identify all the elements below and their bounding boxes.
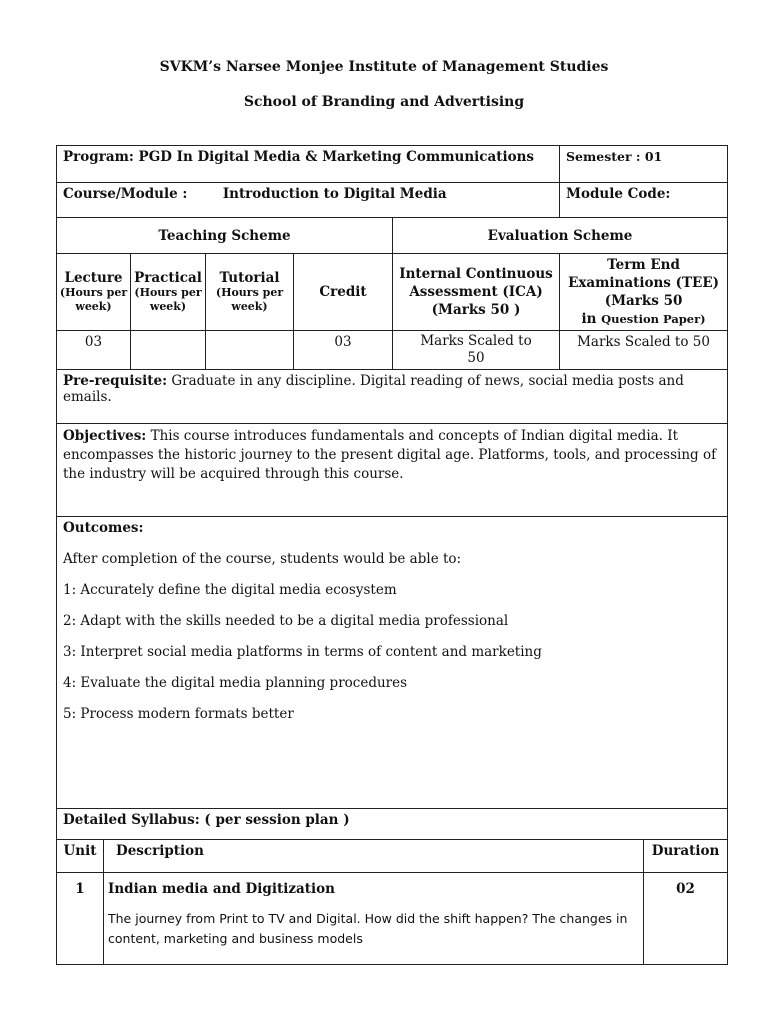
description-header: Description (104, 840, 644, 873)
tee-header: Term End Examinations (TEE) (Marks 50 in Question Paper) (560, 254, 728, 331)
unit-title: Indian media and Digitization (108, 881, 335, 897)
prerequisite-text: Graduate in any discipline. Digital reading of news, social media posts and emails. (63, 373, 684, 405)
school-title: School of Branding and Advertising (243, 94, 525, 110)
practical-header: Practical (Hours per week) (131, 254, 206, 331)
unit-description (104, 873, 644, 965)
course-table (56, 145, 728, 965)
objectives-text: This course introduces fundamentals and concepts of Indian digital media. It encompasses the historic journey to the present digital age. Platforms, tools, and processing of the industry will be acquired through this course. (63, 428, 717, 482)
teaching-scheme-header: Teaching Scheme (57, 218, 393, 254)
outcomes-label: Outcomes: (63, 520, 144, 536)
outcome-item: 1: Accurately define the digital media ecosystem (63, 582, 397, 598)
outcome-item: 4: Evaluate the digital media planning procedures (63, 675, 408, 691)
tutorial-value (206, 331, 294, 370)
objectives-cell (57, 424, 728, 517)
institute-title: SVKM’s Narsee Monjee Institute of Management Studies (159, 59, 609, 75)
prerequisite-label: Pre-requisite: (63, 373, 168, 389)
syllabus-label: Detailed Syllabus: ( per session plan ) (57, 809, 728, 840)
outcome-item: 5: Process modern formats better (63, 706, 294, 722)
table-row (57, 873, 728, 965)
course-cell (57, 183, 560, 218)
program-cell (57, 146, 560, 183)
ica-value: Marks Scaled to 50 (393, 331, 560, 370)
program-value: PGD In Digital Media & Marketing Communications (138, 149, 535, 165)
objectives-label: Objectives: (63, 428, 147, 444)
course-value: Introduction to Digital Media (222, 186, 447, 202)
duration-header: Duration (644, 840, 728, 873)
outcomes-intro: After completion of the course, students would be able to: (63, 551, 462, 567)
credit-value: 03 (294, 331, 393, 370)
course-label: Course/Module : (63, 186, 188, 202)
tee-value: Marks Scaled to 50 (560, 331, 728, 370)
semester-cell: Semester : 01 (560, 146, 728, 183)
unit-text: The journey from Print to TV and Digital. How did the shift happen? The changes in content, marketing and business models (108, 911, 628, 946)
evaluation-scheme-header: Evaluation Scheme (393, 218, 728, 254)
lecture-header: Lecture (Hours per week) (57, 254, 131, 331)
practical-value (131, 331, 206, 370)
unit-duration: 02 (644, 873, 728, 965)
credit-header: Credit (294, 254, 393, 331)
lecture-value: 03 (57, 331, 131, 370)
module-code-cell: Module Code: (560, 183, 728, 218)
unit-number: 1 (57, 873, 104, 965)
prerequisite-cell (57, 370, 728, 424)
unit-header: Unit (57, 840, 104, 873)
tutorial-header: Tutorial (Hours per week) (206, 254, 294, 331)
outcome-item: 3: Interpret social media platforms in terms of content and marketing (63, 644, 542, 660)
outcomes-cell (57, 517, 728, 809)
ica-header: Internal Continuous Assessment (ICA) (Marks 50 ) (393, 254, 560, 331)
outcome-item: 2: Adapt with the skills needed to be a digital media professional (63, 613, 509, 629)
program-label: Program: (63, 149, 134, 165)
